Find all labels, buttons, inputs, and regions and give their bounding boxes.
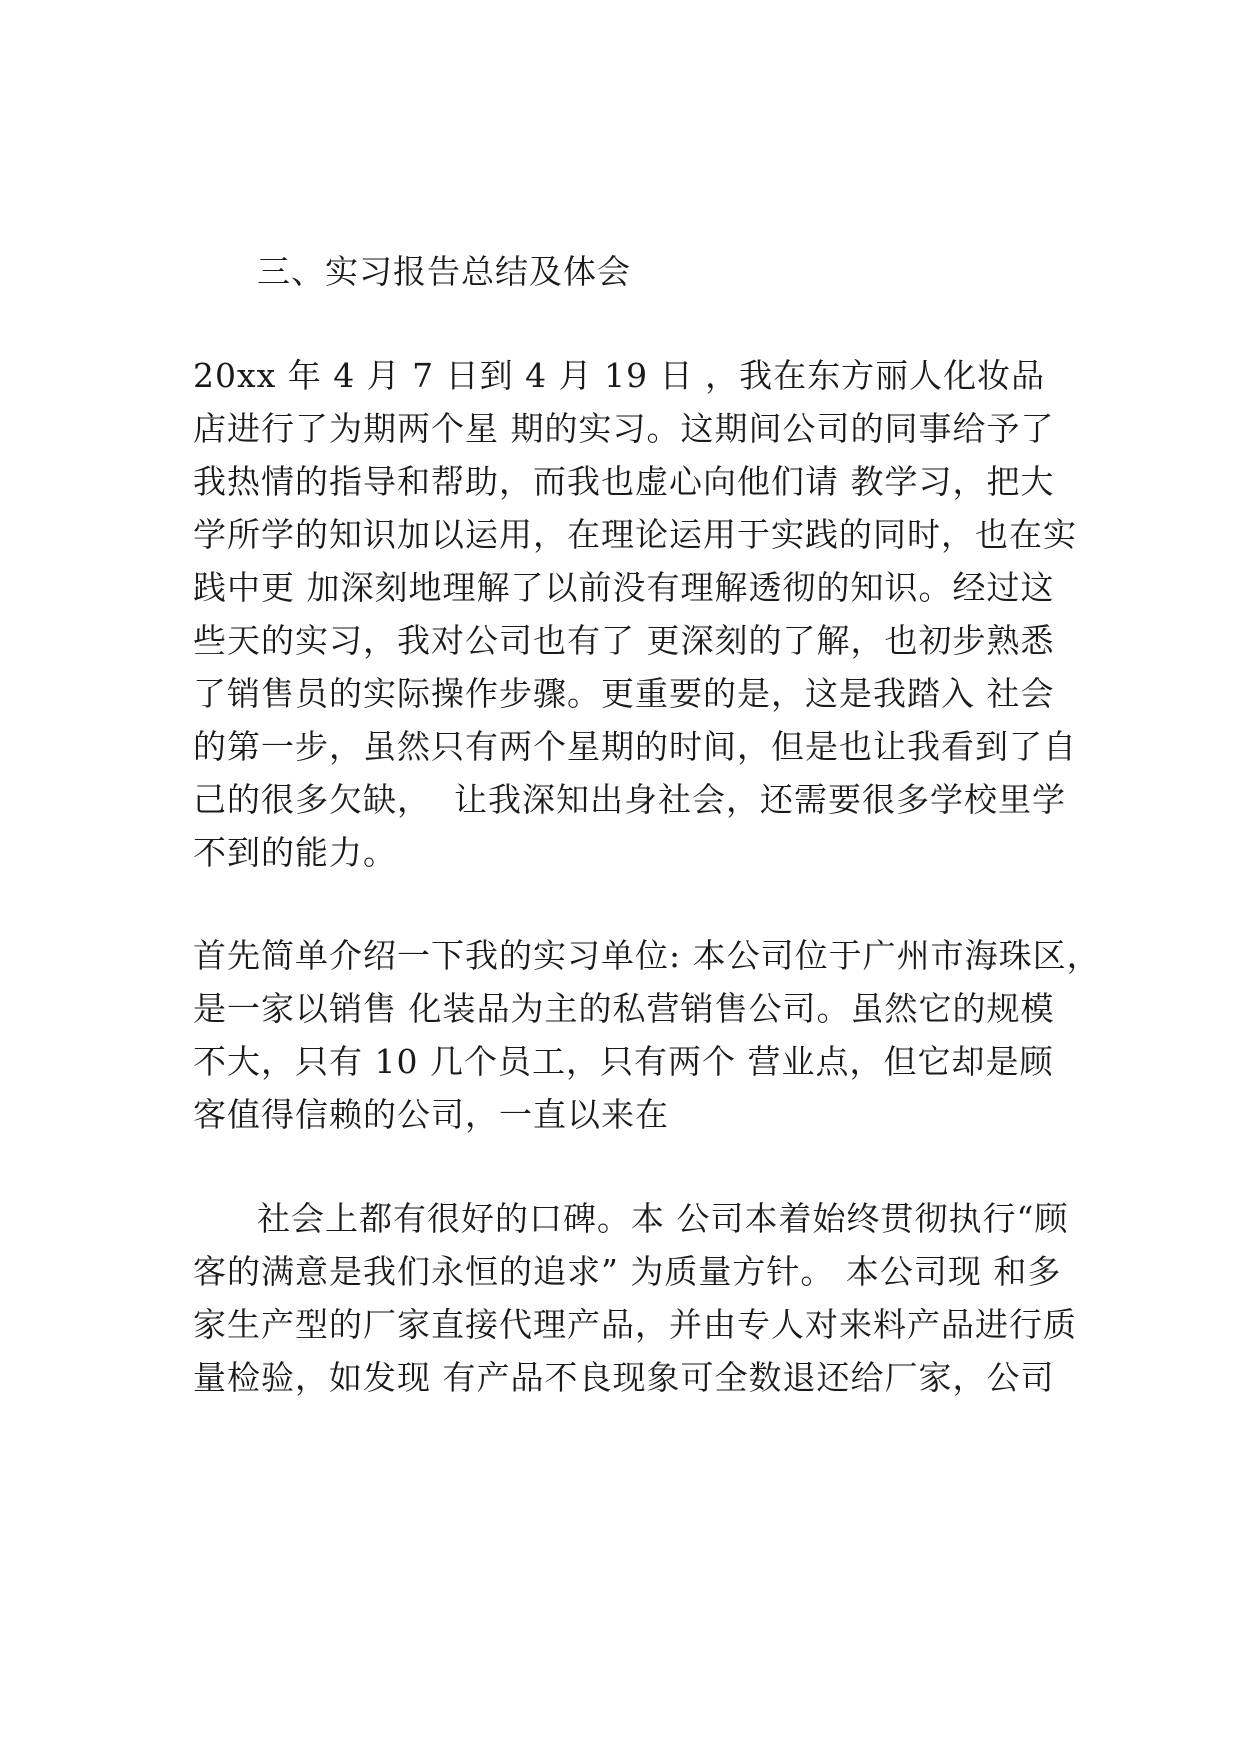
paragraph-line: 我热情的指导和帮助，而我也虚心向他们请 教学习，把大 [193, 462, 1055, 501]
paragraph-line: 己的很多欠缺， 让我深知出身社会，还需要很多学校里学 [193, 780, 1066, 819]
paragraph-line: 不大，只有 10 几个员工，只有两个 营业点，但它却是顾 [193, 1042, 1054, 1081]
paragraph-line: 是一家以销售 化装品为主的私营销售公司。虽然它的规模 [193, 989, 1055, 1028]
paragraph-line: 了销售员的实际操作步骤。更重要的是，这是我踏入 社会 [193, 674, 1055, 713]
paragraph-line: 些天的实习，我对公司也有了 更深刻的了解，也初步熟悉 [193, 621, 1055, 660]
paragraph-line: 的第一步，虽然只有两个星期的时间，但是也让我看到了自 [193, 727, 1077, 766]
paragraph-line: 践中更 加深刻地理解了以前没有理解透彻的知识。经过这 [193, 568, 1055, 607]
paragraph-line: 20xx 年 4 月 7 日到 4 月 19 日 ，我在东方丽人化妆品 [193, 356, 1046, 395]
paragraph-line: 量检验，如发现 有产品不良现象可全数退还给厂家，公司 [193, 1358, 1055, 1397]
section-heading: 三、实习报告总结及体会 [257, 252, 631, 291]
paragraph-line: 客值得信赖的公司，一直以来在 [193, 1095, 669, 1134]
paragraph-line: 学所学的知识加以运用，在理论运用于实践的同时，也在实 [193, 515, 1077, 554]
paragraph-line: 客的满意是我们永恒的追求” 为质量方针。 本公司现 和多 [193, 1252, 1062, 1291]
paragraph-line: 首先简单介绍一下我的实习单位: 本公司位于广州市海珠区， [193, 936, 1101, 975]
paragraph-line: 社会上都有很好的口碑。本 公司本着始终贯彻执行“顾 [257, 1199, 1069, 1238]
paragraph-line: 家生产型的厂家直接代理产品，并由专人对来料产品进行质 [193, 1305, 1077, 1344]
paragraph-line: 店进行了为期两个星 期的实习。这期间公司的同事给予了 [193, 409, 1055, 448]
paragraph-line: 不到的能力。 [193, 833, 397, 872]
